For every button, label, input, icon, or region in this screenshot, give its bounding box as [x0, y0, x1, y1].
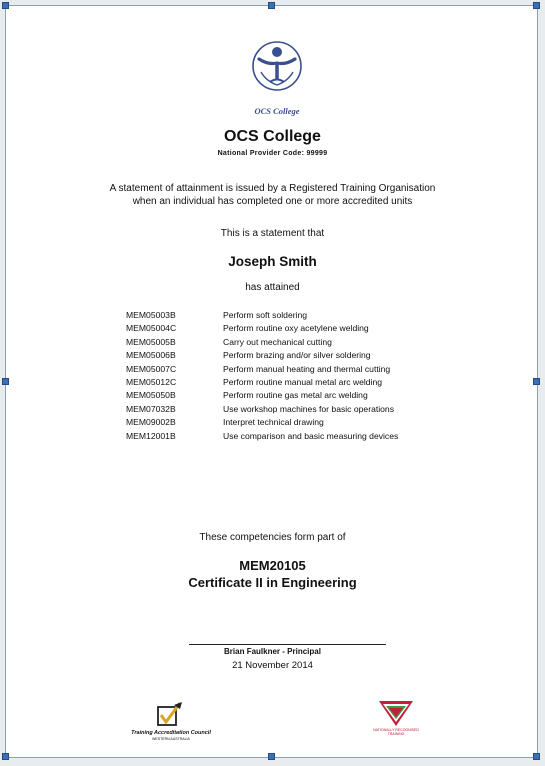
units-list	[126, 309, 506, 443]
nrt-logo	[371, 696, 421, 746]
unit-code: MEM05005B	[126, 336, 176, 347]
signature-line	[189, 644, 386, 645]
unit-code: MEM05050B	[126, 390, 176, 401]
statement-line-2: when an individual has completed one or more accredited units	[132, 196, 413, 207]
logo-wordmark: OCS College	[254, 106, 300, 116]
unit-title: Perform routine oxy acetylene welding	[223, 323, 369, 334]
resize-handle-bottom-left[interactable]	[2, 753, 9, 760]
qualification-code: MEM20105	[239, 558, 306, 573]
unit-title: Perform routine manual metal arc welding	[223, 376, 383, 387]
unit-row	[126, 309, 506, 322]
unit-title: Carry out mechanical cutting	[223, 336, 332, 347]
statement-intro: This is a statement that	[220, 228, 325, 239]
unit-code: MEM07032B	[126, 403, 176, 414]
resize-handle-top-left[interactable]	[2, 2, 9, 9]
tac-logo-icon	[154, 701, 184, 729]
certificate-page	[5, 5, 538, 758]
unit-code: MEM05004C	[126, 323, 177, 334]
qualification-title: Certificate II in Engineering	[188, 575, 357, 590]
tac-logo	[96, 699, 246, 744]
resize-handle-left[interactable]	[2, 378, 9, 385]
resize-handle-bottom[interactable]	[268, 753, 275, 760]
unit-title: Perform soft soldering	[223, 310, 308, 320]
unit-row	[126, 403, 506, 416]
nrt-logo-icon	[377, 698, 415, 728]
unit-code: MEM05003B	[126, 310, 176, 320]
unit-title: Perform brazing and/or silver soldering	[223, 350, 371, 361]
qualification-intro: These competencies form part of	[199, 532, 346, 543]
signature-date: 21 November 2014	[232, 660, 313, 671]
statement-description	[6, 182, 539, 208]
attained-text: has attained	[245, 282, 300, 293]
nrt-line-2: TRAINING	[387, 732, 405, 736]
recipient-name: Joseph Smith	[228, 254, 317, 269]
unit-row	[126, 336, 506, 349]
unit-code: MEM05012C	[126, 376, 177, 387]
unit-title: Use comparison and basic measuring devices	[223, 430, 399, 441]
resize-handle-top-right[interactable]	[533, 2, 540, 9]
unit-row	[126, 389, 506, 402]
unit-title: Interpret technical drawing	[223, 417, 324, 428]
unit-row	[126, 363, 506, 376]
unit-row	[126, 430, 506, 443]
nrt-label	[371, 728, 421, 736]
unit-code: MEM05006B	[126, 350, 176, 361]
resize-handle-bottom-right[interactable]	[533, 753, 540, 760]
unit-title: Use workshop machines for basic operations	[223, 403, 395, 414]
college-logo	[246, 39, 308, 119]
unit-row	[126, 376, 506, 389]
signer-name: Brian Faulkner - Principal	[224, 647, 321, 656]
nrt-line-1: NATIONALLY RECOGNISED	[373, 728, 419, 732]
tac-region: WESTERN AUSTRALIA	[152, 737, 190, 741]
unit-row	[126, 416, 506, 429]
unit-row	[126, 322, 506, 335]
unit-row	[126, 349, 506, 362]
unit-code: MEM09002B	[126, 417, 176, 428]
unit-code: MEM12001B	[126, 430, 176, 441]
unit-title: Perform routine gas metal arc welding	[223, 390, 368, 401]
statement-line-1: A statement of attainment is issued by a Registered Training Organisation	[109, 183, 436, 194]
resize-handle-right[interactable]	[533, 378, 540, 385]
unit-title: Perform manual heating and thermal cutting	[223, 363, 391, 374]
college-name: OCS College	[224, 128, 321, 145]
unit-code: MEM05007C	[126, 363, 177, 374]
resize-handle-top[interactable]	[268, 2, 275, 9]
provider-code: National Provider Code: 99999	[217, 150, 328, 157]
college-logo-icon	[246, 39, 308, 119]
tac-name: Training Accreditation Council	[131, 730, 211, 736]
